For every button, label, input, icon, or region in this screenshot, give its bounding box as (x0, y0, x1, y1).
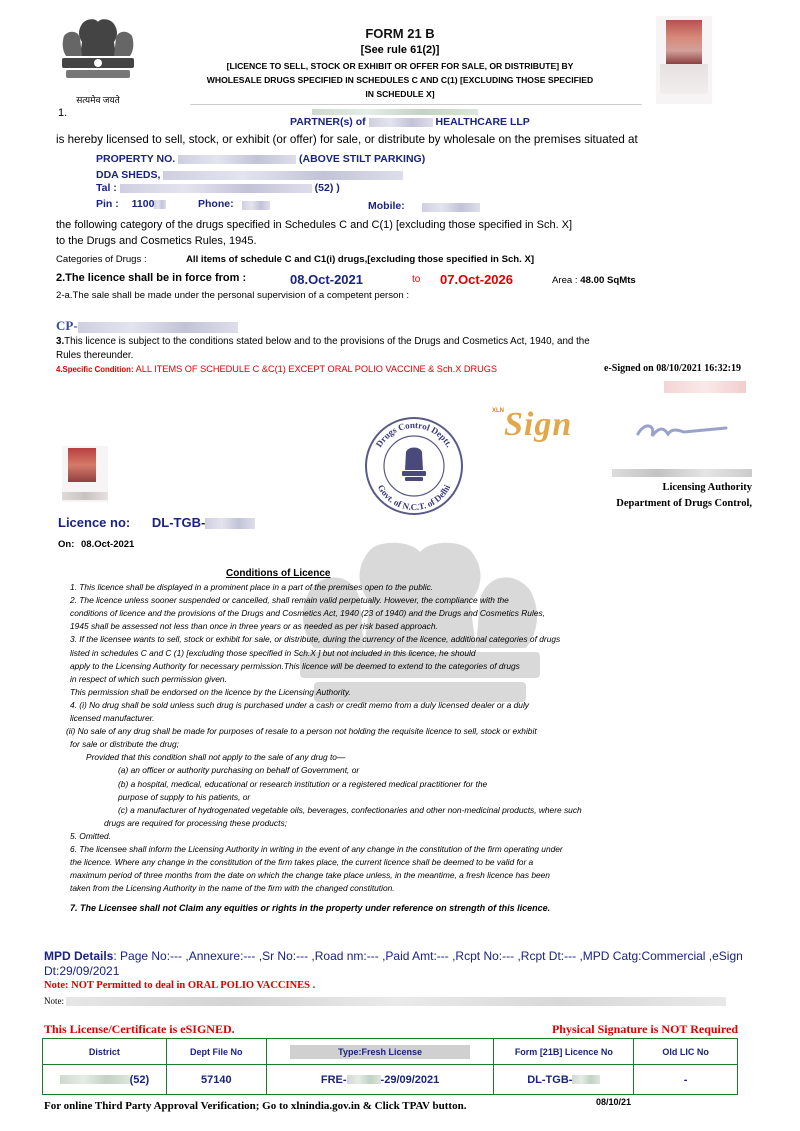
cp-line (56, 318, 238, 334)
item3-line1 (56, 336, 590, 347)
district-code: (52) (129, 1073, 150, 1086)
specific-condition (56, 364, 497, 374)
phone-label: Phone: (198, 198, 234, 210)
tal-suffix: (52) ) (314, 182, 340, 194)
mpd-line1: : Page No:--- ,Annexure:--- ,Sr No:--- ,Road nm:--- ,Paid Amt:--- ,Rcpt No:--- ,Rcpt Dt:--- ,MPD Catg:Commercial ,eSign (113, 949, 743, 963)
condition-line: drugs are required for processing these products; (104, 817, 287, 828)
item3-num: 3. (56, 336, 65, 347)
header-type-label: Type:Fresh License (290, 1045, 470, 1059)
drugs-control-seal (362, 414, 466, 518)
authority-line2: Department of Drugs Control, (616, 498, 752, 509)
partner-line (290, 116, 530, 128)
categories-label: Categories of Drugs : (56, 254, 147, 265)
area-row (552, 275, 636, 286)
cp-prefix: CP- (56, 318, 78, 333)
area-value: 48.00 SqMts (580, 275, 636, 286)
condition-item7: 7. The Licensee shall not Claim any equities or rights in the property under reference on strength of this licence. (70, 903, 551, 913)
condition-line: maximum period of three months from the date on which the change take place unless, in the meantime, a fresh licence has been (70, 870, 550, 881)
condition-line: in respect of which such permission given. (70, 673, 227, 684)
tal-label: Tal : (96, 182, 117, 194)
address-line1 (96, 153, 425, 165)
header-type (266, 1039, 494, 1065)
emblem-motto: सत्यमेव जयते (76, 95, 120, 105)
value-type (266, 1065, 494, 1095)
authority-name-blur (612, 464, 752, 482)
item1-number: 1. (58, 107, 68, 119)
licence-no-label: Licence no: (58, 515, 131, 530)
form-desc-line1: [LICENCE TO SELL, STOCK OR EXHIBIT OR OFFER FOR SALE, OR DISTRIBUTE] BY (226, 61, 574, 71)
footer-date: 08/10/21 (596, 1097, 632, 1107)
competent-person-photo (62, 446, 108, 502)
partner-suffix: HEALTHCARE LLP (435, 116, 530, 128)
value-district (43, 1065, 167, 1095)
pin-label: Pin : (96, 198, 119, 210)
condition-line: conditions of licence and the provisions of the Drugs and Cosmetics Act, 1940 (23 of 1940) and the Drugs and Cosmetics Rules, (70, 608, 545, 619)
form-title: FORM 21 B (365, 26, 435, 41)
note-row (44, 996, 726, 1006)
condition-line: apply to the Licensing Authority for necessary permission.This licence will be deemed to extend to the categories of drugs (70, 660, 520, 671)
seal-bottom-text: Govt. of N.C.T. of Delhi (375, 482, 453, 513)
form-desc-line2: WHOLESALE DRUGS SPECIFIED IN SCHEDULES C AND C(1) [EXCLUDING THOSE SPECIFIED (206, 75, 594, 85)
pin-value: 1100 (131, 198, 155, 210)
condition-line: (b) a hospital, medical, educational or research institution or a registered medical practitioner for the (118, 778, 488, 789)
licence-no-value: DL-TGB- (151, 515, 206, 530)
form-licence-prefix: DL-TGB- (527, 1073, 573, 1086)
specific-value: ALL ITEMS OF SCHEDULE C &C(1) EXCEPT ORAL POLIO VACCINE & Sch.X DRUGS (135, 364, 498, 374)
condition-line: Provided that this condition shall not apply to the sale of any drug to— (86, 752, 346, 763)
mpd-line2: Dt:29/09/2021 (44, 964, 120, 978)
esigned-text: This License/Certificate is eSIGNED. (44, 1022, 235, 1036)
licence-on-row (58, 539, 134, 550)
verify-text: For online Third Party Approval Verification; Go to xlnindia.gov.in & Click TPAV button. (44, 1100, 467, 1112)
address-pin-row (96, 198, 516, 210)
form-rule: [See rule 61(2)] (360, 44, 440, 56)
table-header-row (43, 1039, 738, 1065)
partner-photo (656, 16, 712, 104)
address-line2 (96, 169, 403, 181)
header-form-licence: Form [21B] Licence No (494, 1039, 634, 1065)
condition-line: (ii) No sale of any drug shall be made for purposes of resale to a person not holding the requisite licence to sell, stock or exhibit (66, 726, 537, 737)
to-date: 07.Oct-2026 (440, 272, 513, 287)
force-label: 2.The licence shall be in force from : (56, 272, 247, 284)
condition-line: (c) a manufacturer of hydrogenated vegetable oils, beverages, confectionaries and other non-medicinal products, where such (118, 804, 582, 815)
condition-line: (a) an officer or authority purchasing on behalf of Government, or (118, 765, 360, 776)
value-form-licence (494, 1065, 634, 1095)
from-date: 08.Oct-2021 (290, 272, 363, 287)
mobile-label: Mobile: (368, 200, 405, 212)
condition-line: 6. The licensee shall inform the Licensing Authority in writing in the event of any change in the constitution of the firm operating under (70, 844, 563, 854)
physical-signature-text: Physical Signature is NOT Required (551, 1022, 738, 1036)
condition-line: the licence. Where any change in the constitution of the firm takes place, the current licence shall be deemed to be valid for a (70, 857, 534, 868)
licence-table (42, 1038, 738, 1095)
area-label: Area : (552, 275, 578, 286)
condition-line: This permission shall be endorsed on the licence by the Licensing Authority. (70, 686, 351, 697)
item3-line2: Rules thereunder. (56, 350, 134, 361)
mpd-details (44, 949, 743, 963)
mpd-label: MPD Details (44, 949, 114, 963)
note-label: Note: (44, 996, 64, 1006)
esigned-label: e-Signed on (604, 363, 654, 374)
item2a-text: 2-a.The sale shall be made under the personal supervision of a competent person : (56, 290, 410, 301)
value-old-lic: - (634, 1065, 738, 1095)
licence-on-value: 08.Oct-2021 (81, 539, 135, 550)
licence-no-row (58, 515, 255, 530)
address-prefix: PROPERTY NO. (96, 153, 176, 165)
type-date: -29/09/2021 (380, 1073, 440, 1086)
address-line2-prefix: DDA SHEDS, (96, 169, 161, 181)
xln-sign-logo (490, 406, 586, 446)
header-district: District (43, 1039, 167, 1065)
condition-line: taken from the Licensing Authority in the name of the firm with the changed constitution. (70, 883, 395, 894)
value-file-no: 57140 (166, 1065, 266, 1095)
specific-label: 4.Specific Condition: (56, 365, 134, 374)
table-row (43, 1065, 738, 1095)
esigned-row (604, 363, 741, 374)
to-label: to (412, 274, 421, 285)
form-desc-line3: IN SCHEDULE X] (365, 89, 435, 99)
category-text1: the following category of the drugs specified in Schedules C and C(1) [excluding those specified in Sch. X] (56, 219, 573, 231)
condition-line: 2. The licence unless sooner suspended or cancelled, shall remain valid perpetually. However, the compliance with the (70, 595, 509, 606)
item3-text: This licence is subject to the conditions stated below and to the provisions of the Drugs and Cosmetics Act, 1940, and the (64, 336, 590, 347)
address-suffix: (ABOVE STILT PARKING) (299, 153, 426, 165)
signature-icon (634, 416, 734, 446)
header-old-lic: Old LIC No (634, 1039, 738, 1065)
svg-text:Govt. of N.C.T. of Delhi (376, 483, 453, 512)
conditions-title: Conditions of Licence (226, 568, 331, 579)
header-file-no: Dept File No (166, 1039, 266, 1065)
condition-line: listed in schedules C and C (1) [excluding those specified in Sch.X ] but not included in this licence, he should (70, 647, 476, 658)
authority-signature (634, 416, 734, 451)
seal-top-text: Drugs Control Deptt. (373, 419, 455, 449)
type-prefix: FRE- (320, 1073, 347, 1086)
condition-line: 4. (i) No drug shall be sold unless such drug is purchased under a cash or credit memo from a duly licensed dealer or a duly (70, 699, 529, 710)
authority-line1: Licensing Authority (662, 482, 752, 493)
condition-line: 3. If the licensee wants to sell, stock or exhibit for sale, or distribute, during the currency of the licence, additional categories of drugs (70, 634, 561, 645)
xln-label: XLN (492, 408, 504, 414)
categories-value: All items of schedule C and C1(i) drugs,[excluding those specified in Sch. X] (186, 254, 535, 265)
category-text2: to the Drugs and Cosmetics Rules, 1945. (56, 235, 257, 247)
condition-line: for sale or distribute the drug; (70, 739, 179, 750)
licensed-text: is hereby licensed to sell, stock, or exhibit (or offer) for sale, or distribute by wholesale on the premises situated at (56, 133, 638, 146)
esigned-value: 08/10/2021 16:32:19 (656, 363, 741, 374)
condition-line: purpose of supply to his patients, or (118, 791, 251, 802)
partner-prefix: PARTNER(s) of (290, 116, 366, 128)
esign-blur (664, 378, 746, 396)
sign-label: Sign (504, 406, 573, 443)
condition-line: 1945 shall be assessed not less than once in three years or as needed as per risk based approach. (70, 621, 438, 632)
address-tal (96, 182, 340, 194)
note-red: Note: NOT Permitted to deal in ORAL POLIO VACCINES . (44, 980, 316, 991)
licence-on-label: On: (58, 539, 75, 550)
seal-icon (362, 414, 466, 518)
condition-line: licensed manufacturer. (70, 713, 155, 723)
svg-text:Drugs Control Deptt. (374, 420, 455, 449)
condition-line: 5. Omitted. (70, 830, 111, 841)
condition-line: 1. This licence shall be displayed in a prominent place in a part of the premises open to the public. (70, 582, 434, 592)
